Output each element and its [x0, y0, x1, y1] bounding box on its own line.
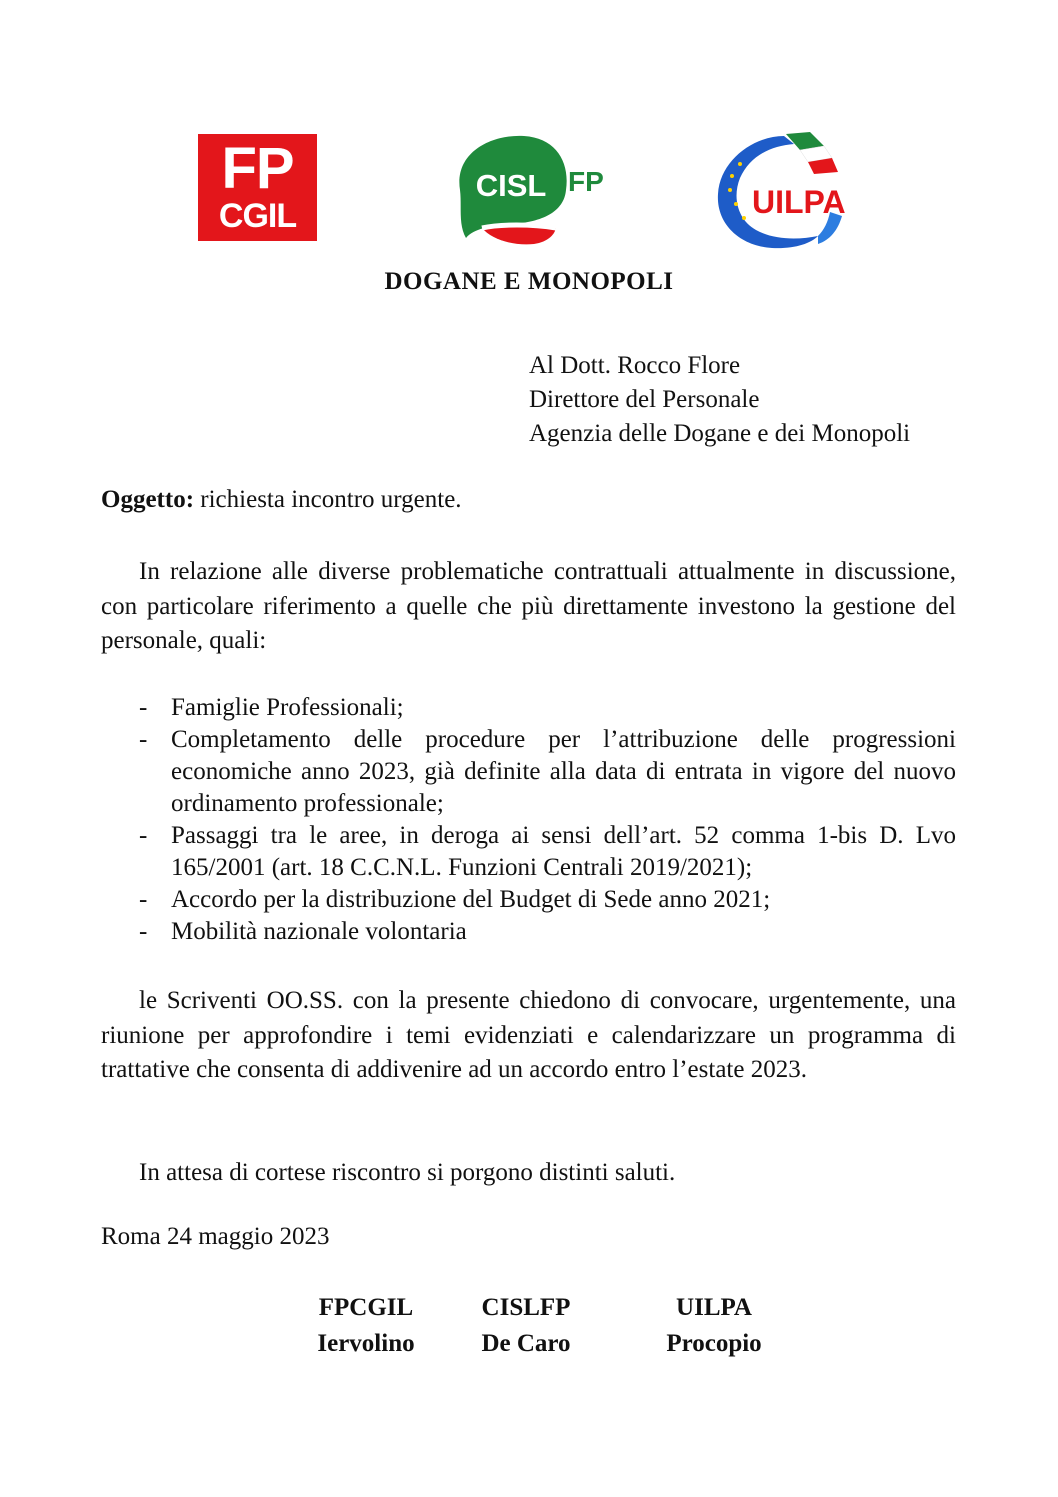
- signature-org: UILPA: [676, 1294, 752, 1321]
- recipient-line: Direttore del Personale: [529, 386, 760, 413]
- recipient-block: [529, 349, 910, 451]
- signature-org: FPCGIL: [318, 1294, 414, 1321]
- signature-name: Procopio: [666, 1330, 762, 1357]
- cisl-logo-text: CISL: [475, 168, 547, 203]
- signature-name: De Caro: [481, 1330, 571, 1357]
- subject-line: [101, 486, 462, 514]
- fp-cgil-logo-line2: CGIL: [218, 197, 297, 235]
- closing-paragraph: [101, 1156, 956, 1191]
- list-item: - Accordo per la distribuzione del Budget di Sede anno 2021;: [139, 886, 771, 913]
- subject-label: Oggetto:: [101, 486, 195, 513]
- fp-cgil-logo-line1: FP: [221, 136, 294, 201]
- body-paragraph: [101, 555, 956, 659]
- cisl-fp-logo: [452, 132, 612, 247]
- topics-list: [101, 692, 956, 948]
- paragraph-text: In attesa di cortese riscontro si porgono distinti saluti.: [139, 1159, 676, 1186]
- signature-fpcgil: [306, 1290, 426, 1362]
- signature-name: Iervolino: [317, 1330, 415, 1357]
- body-paragraph: [101, 984, 956, 1088]
- fp-cgil-logo: [198, 134, 317, 241]
- document-date: Roma 24 maggio 2023: [101, 1223, 330, 1250]
- paragraph-text: le Scriventi OO.SS. con la presente chiedono di convocare, urgentemente, una riunione per approfondire i temi evidenziati e calendarizzare un programma di trattative che consenta di addivenire ad un accordo entro l’estate 2023.: [101, 987, 956, 1083]
- cisl-fp-logo-suffix: FP: [568, 166, 604, 197]
- uilpa-logo: [714, 132, 860, 250]
- uilpa-logo-text: UILPA: [752, 184, 846, 220]
- list-item: - Passaggi tra le aree, in deroga ai sensi dell’art. 52 comma 1-bis D. Lvo 165/2001 (art. 18 C.C.N.L. Funzioni Centrali 2019/2021);: [139, 822, 956, 881]
- list-item: - Mobilità nazionale volontaria: [139, 918, 467, 945]
- paragraph-text: In relazione alle diverse problematiche contrattuali attualmente in discussione, con particolare riferimento a quelle che più direttamente investono la gestione del personale, quali:: [101, 558, 956, 654]
- signature-cislfp: [466, 1290, 586, 1362]
- subject-text: richiesta incontro urgente.: [194, 486, 462, 513]
- recipient-line: Agenzia delle Dogane e dei Monopoli: [529, 420, 911, 447]
- recipient-line: Al Dott. Rocco Flore: [529, 352, 741, 379]
- signature-org: CISLFP: [481, 1294, 571, 1321]
- list-item: - Completamento delle procedure per l’attribuzione delle progressioni economiche anno 2023, già definite alla data di entrata in vigore del nuovo ordinamento professionale;: [139, 726, 956, 817]
- list-item: - Famiglie Professionali;: [139, 694, 404, 721]
- document-heading: DOGANE E MONOPOLI: [384, 268, 674, 295]
- signature-uilpa: [652, 1290, 776, 1362]
